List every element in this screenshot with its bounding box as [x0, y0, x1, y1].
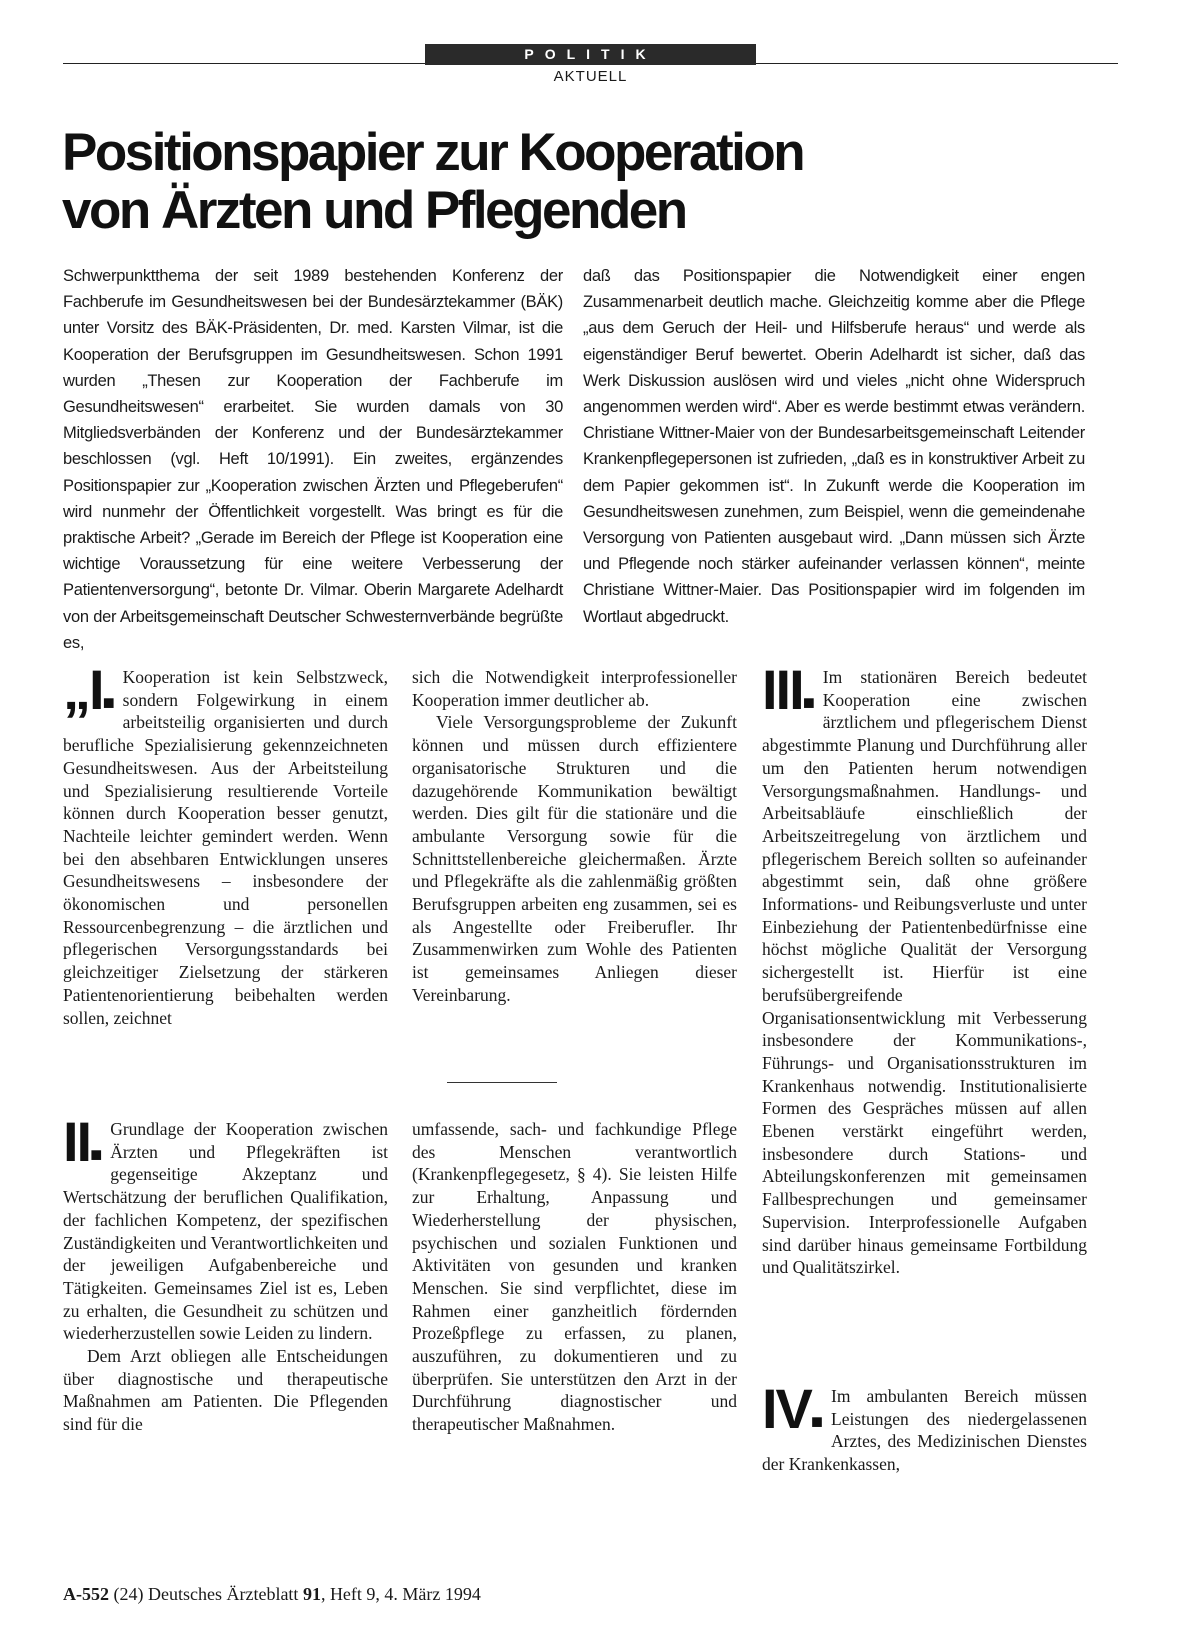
section-1-paragraph-2: Viele Versorgungsprobleme der Zukunft können und müssen durch effizientere organisatorische Strukturen und die dazugehörende Kommunikation bewältigt werden. Dies gilt für die stationäre und die ambulante Versorgung sowie für die Schnittstellenbereiche gleichermaßen. Ärzte und Pflegekräfte als die zahlenmäßig größten Berufsgruppen arbeiten eng zusammen, sei es als Angestellte oder Freiberufler. Ihr Zusammenwirken zum Wohle des Patienten ist gemeinsames Anliegen dieser Vereinbarung. — [412, 712, 737, 1005]
section-1-paragraph-1-cont: sich die Notwendigkeit interprofessioneller Kooperation immer deutlicher ab. — [412, 667, 737, 710]
section-4 — [762, 1377, 1087, 1476]
section-3-paragraph-1: Im stationären Bereich bedeutet Kooperation eine zwischen ärztlichem und pflegerischem Dienst abgestimmte Planung und Durchführung aller um den Patienten herum notwendigen Versorgungsmaßnahmen. Handlungs- und Arbeitsabläufe einschließlich der Arbeitszeitregelung von ärztlichem und pflegerischem Bereich sollten so aufeinander abgestimmt sein, daß ohne größere Informations- und Reibungsverluste und unter Einbeziehung der Patientenbedürfnisse eine höchst mögliche Qualität der Versorgung sichergestellt ist. Hierfür ist eine berufsübergreifende Organisationsentwicklung mit Verbesserung insbesondere der Kommunikations-, Führungs- und Organisationsstrukturen im Krankenhaus notwendig. Institutionalisierte Formen des Gespräches müssen auf allen Ebenen verstärkt eingeführt werden, insbesondere durch Stations- und Abteilungskonferenzen mit gemeinsamen Fallbesprechungen und gemeinsamer Supervision. Interprofessionelle Aufgaben sind darüber hinaus gemeinsame Fortbildung und Qualitätszirkel. — [762, 667, 1087, 1278]
section-4-paragraph-1: Im ambulanten Bereich müssen Leistungen des niedergelassenen Arztes, des Medizinischen Dienstes der Krankenkassen, — [762, 1386, 1087, 1475]
page-number: A-552 — [63, 1584, 109, 1604]
footer-journal: (24) Deutsches Ärzteblatt — [113, 1584, 299, 1604]
title-line-1: Positionspapier zur Kooperation — [62, 123, 804, 182]
subsection-label: AKTUELL — [553, 68, 628, 85]
section-divider — [447, 1082, 557, 1083]
title-line-2: von Ärzten und Pflegenden — [62, 181, 686, 240]
section-label: POLITIK — [425, 44, 756, 65]
footer-issue: , Heft 9, 4. März 1994 — [320, 1584, 481, 1604]
page-footer — [63, 1584, 481, 1605]
section-2 — [63, 1110, 388, 1436]
section-2-paragraph-2-cont: umfassende, sach- und fachkundige Pflege des Menschen verantwortlich (Krankenpflegegesetz, § 4). Sie leisten Hilfe zur Erhaltung, Anpassung und Wiederherstellung der physischen, psychischen und sozialen Funktionen und Aktivitäten von gesunden und kranken Menschen. Sie sind verpflichtet, diese im Rahmen einer ganzheitlich fördernden Prozeßpflege zu erfassen, zu planen, auszuführen, zu dokumentieren und zu überprüfen. Sie unterstützen den Arzt in der Durchführung diagnostischer und therapeutischer Maßnahmen. — [412, 1119, 737, 1435]
section-3 — [762, 658, 1087, 1279]
intro-right-column: daß das Positionspapier die Notwendigkeit einer engen Zusammenarbeit deutlich mache. Gleichzeitig komme aber die Pflege „aus dem Geruch der Heil- und Hilfsberufe heraus“ und werde als eigenständiger Beruf bewertet. Oberin Adelhardt ist sicher, daß das Werk Diskussion auslösen wird und vieles „nicht ohne Widerspruch angenommen werden wird“. Aber es werde bestimmt etwas verändern. Christiane Wittner-Maier von der Bundesarbeitsgemeinschaft Leitender Krankenpflegepersonen ist zufrieden, „daß es in konstruktiver Arbeit zu dem Papier gekommen ist“. In Zukunft werde die Kooperation im Gesundheitswesen zunehmen, zum Beispiel, wenn die gemeindenahe Versorgung von Patienten ausgebaut wird. „Dann müssen sich Ärzte und Pflegende noch stärker aufeinander verlassen können“, meinte Christiane Wittner-Maier. Das Positionspapier wird im folgenden im Wortlaut abgedruckt. — [583, 267, 1085, 626]
footer-volume: 91 — [302, 1584, 321, 1604]
section-1-continued — [412, 666, 737, 1007]
section-1 — [63, 658, 388, 1029]
section-2-paragraph-1: Grundlage der Kooperation zwischen Ärzten und Pflegekräften ist gegenseitige Akzeptanz und Wertschätzung der beruflichen Qualifikation, der fachlichen Kompetenz, der spezifischen Zuständigkeiten und Verantwortlichkeiten und der jeweiligen Aufgabenbereiche und Tätigkeiten. Gemeinsames Ziel ist es, Leben zu erhalten, die Gesundheit zu schützen und wiederherzustellen sowie Leiden zu lindern. — [63, 1119, 388, 1344]
section-2-numeral: II■ — [63, 1110, 103, 1173]
section-2-continued — [412, 1118, 737, 1436]
article-title — [62, 124, 1122, 240]
section-4-numeral: IV■ — [762, 1377, 824, 1440]
section-1-numeral: „I■ — [63, 658, 115, 721]
section-2-paragraph-2: Dem Arzt obliegen alle Entscheidungen über diagnostische und therapeutische Maßnahmen am Patienten. Die Pflegenden sind für die — [63, 1346, 388, 1435]
intro-left-column: Schwerpunktthema der seit 1989 bestehenden Konferenz der Fachberufe im Gesundheitswesen bei der Bundesärztekammer (BÄK) unter Vorsitz des BÄK-Präsidenten, Dr. med. Karsten Vilmar, ist die Kooperation der Berufsgruppen im Gesundheitswesen. Schon 1991 wurden „Thesen zur Kooperation der Fachberufe im Gesundheitswesen“ erarbeitet. Sie wurden damals von 30 Mitgliedsverbänden der Konferenz und der Bundesärztekammer beschlossen (vgl. Heft 10/1991). Ein zweites, ergänzendes Positionspapier zur „Kooperation zwischen Ärzten und Pflegeberufen“ wird nunmehr der Öffentlichkeit vorgestellt. Was bringt es für die praktische Arbeit? „Gerade im Bereich der Pflege ist Kooperation eine wichtige Voraussetzung für eine weitere Verbesserung der Patientenversorgung“, betonte Dr. Vilmar. Oberin Margarete Adelhardt von der Arbeitsgemeinschaft Deutscher Schwesternverbände begrüßte es, — [63, 267, 563, 652]
section-1-paragraph-1: Kooperation ist kein Selbstzweck, sondern Folgewirkung in einem arbeitsteilig organisierten und durch berufliche Spezialisierung gekennzeichneten Gesundheitswesen. Aus der Arbeitsteilung und Spezialisierung resultierende Vorteile können durch Kooperation besser genutzt, Nachteile leichter gemindert werden. Wenn bei den absehbaren Entwicklungen unseres Gesundheitswesens – insbesondere der ökonomischen und personellen Ressourcenbegrenzung – die ärztlichen und pflegerischen Versorgungsstandards bei gleichzeitiger Zielsetzung der stärkeren Patientenorientierung beibehalten werden sollen, zeichnet — [63, 667, 388, 1028]
section-3-numeral: III■ — [762, 658, 815, 721]
